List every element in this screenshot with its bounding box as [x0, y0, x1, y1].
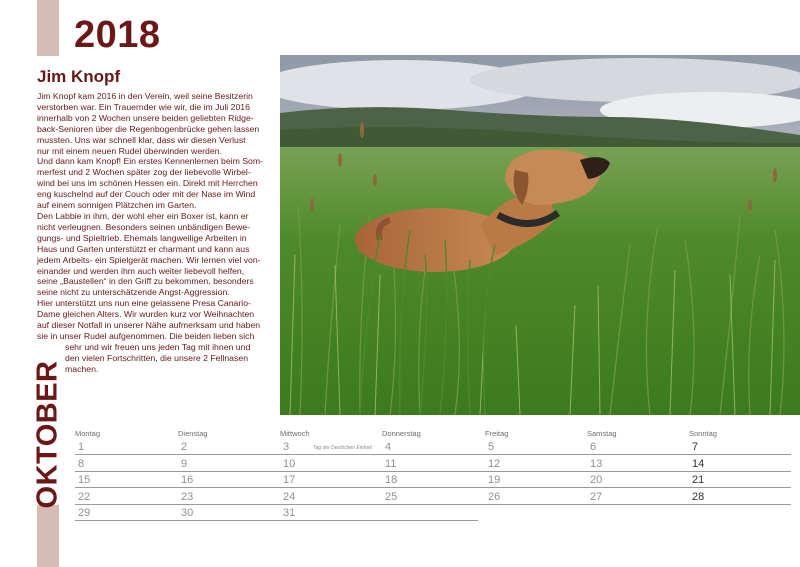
date-number: 7 [692, 441, 699, 454]
date-number: 17 [283, 474, 296, 487]
date-number: 26 [488, 490, 501, 503]
date-number: 3 [283, 441, 290, 454]
holiday-label: Tag der Deutschen Einheit [313, 445, 372, 452]
story-line: sehr und wir freuen uns jeden Tag mit ihnen und [65, 341, 251, 352]
weekday-label: Freitag [485, 429, 509, 438]
date-number: 19 [488, 474, 501, 487]
story-line: eng kuschelnd auf der Couch oder mit der Nase im Wind [37, 189, 256, 200]
year-heading: 2018 [74, 14, 161, 56]
date-number: 13 [590, 457, 603, 470]
date-number: 25 [385, 490, 398, 503]
date-number: 20 [590, 474, 603, 487]
story-line: seine „Baustellen“ in den Griff zu bekommen, besonders [37, 276, 254, 287]
date-number: 10 [283, 457, 296, 470]
story-line: Und dann kam Knopf! Ein erstes Kennenlernen beim Som- [37, 156, 264, 167]
story-line: nicht verleugnen. Besonders seinen unbändigen Bewe- [37, 221, 250, 232]
date-number: 5 [488, 441, 495, 454]
weekday-label: Dienstag [178, 429, 208, 438]
story-line: gungs- und Spieltrieb. Ehemals langweilige Arbeiten in [37, 232, 247, 243]
month-label-text: OKTOBER [31, 360, 64, 508]
calendar-day [689, 455, 791, 471]
story-line: einander und werden ihm auch weiter liebevoll helfen, [37, 265, 245, 276]
side-strip-top [37, 0, 59, 56]
weekday-label: Montag [75, 429, 101, 438]
story-line: verstorben war. Ein Trauernder wie wir, die im Juli 2016 [37, 101, 250, 112]
date-number: 31 [283, 506, 296, 519]
calendar-column [689, 428, 791, 505]
story-line: Hier unterstützt uns nun eine gelassene Presa Canario- [37, 298, 251, 309]
story-line: wind bei uns im schönen Hessen ein. Direkt mit Herrchen [37, 178, 258, 189]
date-number: 29 [78, 506, 91, 519]
story-line: jedem Arbeits- ein Spielgerät machen. Wir lernen viel von- [37, 254, 261, 265]
story-line: sie in unser Rudel aufgenommen. Die beiden lieben sich [37, 330, 255, 341]
calendar-day [280, 505, 478, 521]
date-number: 21 [692, 474, 705, 487]
date-number: 2 [181, 441, 188, 454]
calendar-day [689, 472, 791, 488]
story-title: Jim Knopf [37, 67, 121, 86]
story-line: den vielen Fortschritten, die unsere 2 Fellnasen [65, 352, 249, 363]
date-number: 4 [385, 441, 392, 454]
date-number: 28 [692, 490, 705, 503]
story-line: mussten. Uns war schnell klar, dass wir diesen Verlust [37, 134, 246, 145]
date-number: 11 [385, 457, 397, 470]
calendar-day [689, 439, 791, 455]
date-number: 22 [78, 490, 91, 503]
date-number: 27 [590, 490, 603, 503]
story-text [37, 91, 277, 375]
side-strip-bottom [37, 505, 59, 567]
story-line: back-Senioren über die Regenbogenbrücke gehen lassen [37, 123, 260, 134]
date-number: 30 [181, 506, 194, 519]
story-line: Jim Knopf kam 2016 in den Verein, weil seine Besitzerin [37, 91, 253, 101]
dog-photo [280, 55, 800, 415]
calendar-day [689, 488, 791, 504]
story-line: Den Labbie in ihm, der wohl eher ein Boxer ist, kann er [37, 210, 249, 221]
date-number: 12 [488, 457, 501, 470]
story-line: machen. [65, 363, 99, 374]
date-number: 15 [78, 474, 91, 487]
story-line: nur mit einem neuen Rudel überwinden werden. [37, 145, 222, 156]
date-number: 1 [78, 441, 85, 454]
story-line: Dame gleichen Alters. Wir wurden kurz vor Weihnachten [37, 309, 255, 320]
weekday-label: Donnerstag [382, 429, 421, 438]
story-line: innerhalb von 2 Wochen unsere beiden geliebten Ridge- [37, 112, 254, 123]
date-number: 9 [181, 457, 188, 470]
date-number: 24 [283, 490, 296, 503]
weekday-label: Mittwoch [280, 429, 310, 438]
date-number: 14 [692, 457, 705, 470]
story-line: seine nicht zu unterschätzende Angst-Aggression. [37, 287, 230, 298]
date-number: 18 [385, 474, 398, 487]
story-line: merfest und 2 Wochen später zog der liebevolle Wirbel- [37, 167, 251, 178]
story-line: auf dieser Notfall in unserer Nähe aufmerksam und haben [37, 320, 261, 331]
story-line: auf einem sonnigen Plätzchen im Garten. [37, 200, 197, 211]
date-number: 6 [590, 441, 597, 454]
weekday-label: Sonntag [689, 429, 717, 438]
story-line: Haus und Garten unterstützt er charmant und kann aus [37, 243, 250, 254]
month-label [31, 360, 64, 508]
date-number: 23 [181, 490, 194, 503]
date-number: 8 [78, 457, 85, 470]
weekday-label: Samstag [587, 429, 617, 438]
date-number: 16 [181, 474, 194, 487]
